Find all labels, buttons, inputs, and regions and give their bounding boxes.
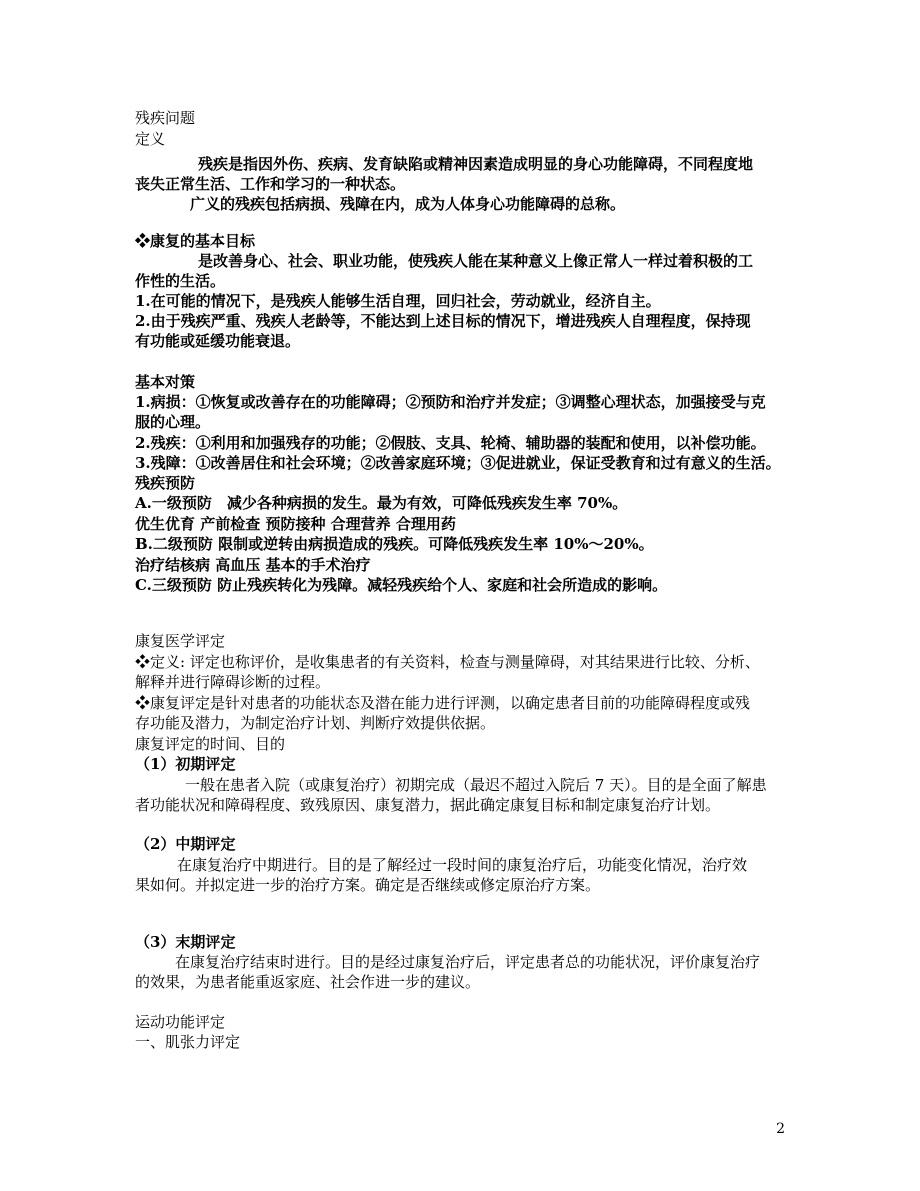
paragraph-line: 在康复治疗中期进行。目的是了解经过一段时间的康复治疗后，功能变化情况，治疗效 [177,856,748,874]
mid-assessment-heading: （2）中期评定 [135,835,236,853]
motor-heading: 运动功能评定 [135,1013,226,1031]
list-item: 1.在可能的情况下，是残疾人能够生活自理，回归社会，劳动就业，经济自主。 [135,292,661,310]
list-item: 治疗结核病 高血压 基本的手术治疗 [135,556,371,574]
paragraph-line: 者功能状况和障碍程度、致残原因、康复潜力，据此确定康复目标和制定康复治疗计划。 [135,796,721,814]
muscle-tone-heading: 一、肌张力评定 [135,1033,241,1051]
list-item: 1.病损：①恢复或改善存在的功能障碍；②预防和治疗并发症；③调整心理状态，加强接受与克 [135,393,766,411]
initial-assessment-heading: （1）初期评定 [135,755,236,773]
paragraph-line: 作性的生活。 [135,272,226,290]
list-item: 有功能或延缓功能衰退。 [135,332,301,350]
list-item: A.一级预防 减少各种病损的发生。最为有效，可降低残疾发生率 70%。 [135,494,628,512]
list-item: 服的心理。 [135,413,211,431]
paragraph-line: 解释并进行障碍诊断的过程。 [135,673,331,691]
paragraph-line: 一般在患者入院（或康复治疗）初期完成（最迟不超过入院后 7 天）。目的是全面了解患 [185,776,767,794]
list-item: B.二级预防 限制或逆转由病损造成的残疾。可降低残疾发生率 10%～20%。 [135,535,654,553]
paragraph-line: ❖定义: 评定也称评价，是收集患者的有关资料，检查与测量障碍，对其结果进行比较、分析、 [135,653,760,671]
page-number: 2 [776,1121,785,1137]
paragraph-line: 在康复治疗结束时进行。目的是经过康复治疗后，评定患者总的功能状况，评价康复治疗 [175,953,761,971]
list-item: 2.由于残疾严重、残疾人老龄等，不能达到上述目标的情况下，增进残疾人自理程度，保持现 [135,312,751,330]
section-title: 残疾问题 [135,109,196,127]
goal-heading: ❖康复的基本目标 [135,232,256,250]
paragraph-line: 的效果，为患者能重返家庭、社会作进一步的建议。 [135,973,481,991]
paragraph-line: ❖康复评定是针对患者的功能状态及潜在能力进行评测，以确定患者目前的功能障碍程度或残 [135,694,751,712]
list-item: C.三级预防 防止残疾转化为残障。减轻残疾给个人、家庭和社会所造成的影响。 [135,576,668,594]
definition-heading: 定义 [135,130,166,148]
list-item: 3.残障：①改善居住和社会环境；②改善家庭环境；③促进就业，保证受教育和过有意义的生活。 [135,454,781,472]
paragraph-line: 广义的残疾包括病损、残障在内，成为人体身心功能障碍的总称。 [190,195,626,213]
time-heading: 康复评定的时间、目的 [135,735,286,753]
paragraph-line: 果如何。并拟定进一步的治疗方案。确定是否继续或修定原治疗方案。 [135,876,601,894]
paragraph-line: 丧失正常生活、工作和学习的一种状态。 [135,175,406,193]
list-item: 优生优育 产前检查 预防接种 合理营养 合理用药 [135,515,456,533]
paragraph-line: 存功能及潜力，为制定治疗计划、判断疗效提供依据。 [135,714,496,732]
final-assessment-heading: （3）末期评定 [135,933,236,951]
list-item: 2.残疾：①利用和加强残存的功能；②假肢、支具、轮椅、辅助器的装配和使用，以补偿功能。 [135,434,766,452]
paragraph-line: 残疾是指因外伤、疾病、发育缺陷或精神因素造成明显的身心功能障碍，不同程度地 [198,155,754,173]
strategy-heading: 基本对策 [135,373,196,391]
assessment-title: 康复医学评定 [135,632,226,650]
paragraph-line: 是改善身心、社会、职业功能，使残疾人能在某种意义上像正常人一样过着积极的工 [198,252,754,270]
prevention-heading: 残疾预防 [135,474,196,492]
